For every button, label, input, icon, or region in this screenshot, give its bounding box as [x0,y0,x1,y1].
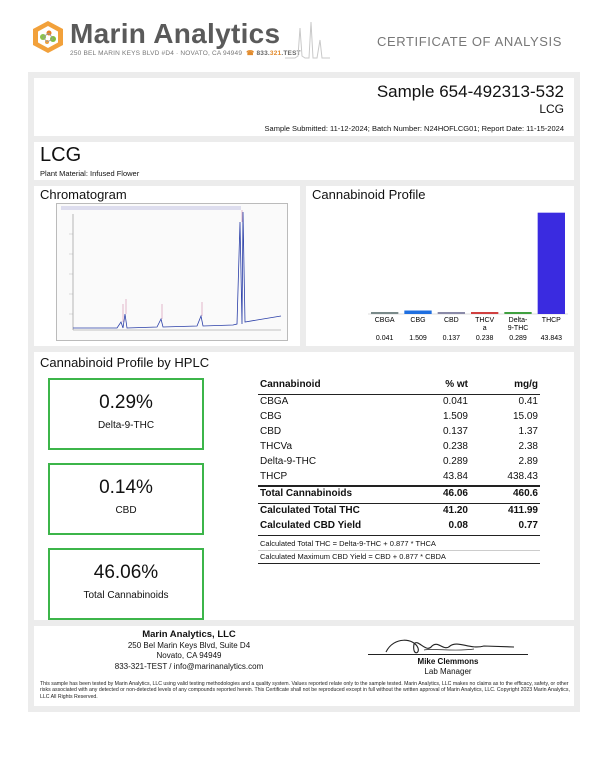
product-panel [34,142,574,180]
cbd-formula-note: Calculated Maximum CBD Yield = CBD + 0.877 * CBDA [258,551,540,564]
thc-formula-note: Calculated Total THC = Delta-9-THC + 0.877 * THCA [258,538,540,551]
card-value: 0.29% [99,392,153,413]
peaks-decoration-icon [285,20,330,60]
tick-label: CBD [443,317,459,324]
data-label: 43.843 [540,335,563,342]
card-label: Delta-9-THC [97,420,155,431]
table-row: Delta-9-THC 0.289 2.89 [260,456,538,467]
company-name: Marin Analytics, LLC [142,629,236,640]
bar-thcva [471,312,498,314]
tick-label: CBGA [374,317,395,324]
profile-title: Cannabinoid Profile [312,187,426,202]
table-row: CBD 0.137 1.37 [260,426,538,437]
sample-meta: Sample Submitted: 11-12-2024; Batch Number: N24HOFLCG01; Report Date: 11-15-2024 [264,124,564,133]
sample-panel [34,78,574,136]
card-value: 46.06% [93,562,159,583]
tick-label: THCV [475,317,495,324]
sample-id: Sample 654-492313-532 [376,82,564,101]
document-title: CERTIFICATE OF ANALYSIS [376,34,562,49]
bar-thcp [538,213,565,314]
brand-address: 250 BEL MARIN KEYS BLVD #D4 · NOVATO, CA 94949 ☎ 833.321.TEST [70,50,301,57]
calc-thc-row: Calculated Total THC 41.20 411.99 [258,503,540,519]
phone-icon: ☎ [246,50,255,57]
company-street: 250 Bel Marin Keys Blvd, Suite D4 [127,640,251,650]
bar-delta-9-thc [504,312,531,314]
tick-label: THCP [541,317,561,324]
data-label: 1.509 [409,335,427,342]
chromatogram-trace [57,204,287,340]
header [0,0,600,72]
card-label: Total Cannabinoids [83,590,169,601]
company-city: Novato, CA 94949 [156,651,222,660]
data-label: 0.238 [475,335,494,342]
cbd-card [48,463,204,535]
bar-cbg [404,311,431,314]
total-row: Total Cannabinoids 46.06 460.6 [258,485,540,503]
tick-label: Delta- [508,317,528,324]
table-row: CBG 1.509 15.09 [260,411,538,422]
data-label: 0.041 [375,335,394,342]
brand-phone: 833.321.TEST [256,50,301,57]
company-block [94,630,284,672]
thc-card [48,378,204,450]
profile-bar-chart [306,186,574,346]
disclaimer: This sample has been tested by Marin Analytics, LLC using valid testing methodologies and a quality system. Values reported relate only to the sample tested. Marin Analytics, LLC makes no claims as to the efficacy, safety, or other risks associated with any detected or non-detected levels of any compounds reported herein. This Certificate shall not be reproduced except in full without the written approval of Marin Analytics, LLC. Copyright 2023 Marin Analytics, LLC All Rights Reserved. [40,681,570,700]
signer-title: Lab Manager [424,666,472,676]
data-label: 0.137 [442,335,461,342]
table-row: CBGA 0.041 0.41 [260,396,538,407]
product-title: LCG [40,144,82,166]
chromatogram-panel [34,186,300,346]
card-label: CBD [115,505,137,516]
table-row: THCVa 0.238 2.38 [260,441,538,452]
chromatogram-title: Chromatogram [40,187,127,202]
chromatogram-image [56,203,288,341]
table-row: THCP 43.84 438.43 [260,471,538,482]
signer-block [368,657,528,676]
data-label: 0.289 [509,335,527,342]
signature-line [368,654,528,655]
signer-name: Mike Clemmons [417,657,479,666]
cannabinoid-table [258,378,540,564]
tick-label: a [482,325,487,332]
brand-name: Marin Analytics [70,18,281,49]
tick-label: 9-THC [507,325,529,332]
hplc-panel [34,352,574,620]
bar-cbga [371,312,398,314]
table-header: Cannabinoid % wt mg/g [258,378,540,395]
tick-label: CBG [410,317,426,324]
sample-name: LCG [539,102,564,116]
company-contact: 833-321-TEST / info@marinanalytics.com [114,661,264,671]
hplc-title: Cannabinoid Profile by HPLC [40,355,210,370]
bar-cbd [438,312,465,314]
total-cannabinoids-card [48,548,204,620]
marin-logo-icon [32,20,64,54]
calc-cbd-row: Calculated CBD Yield 0.08 0.77 [258,519,540,536]
plant-material: Plant Material: Infused Flower [40,169,140,178]
profile-panel [306,186,574,346]
card-value: 0.14% [99,477,153,498]
footer-panel [34,626,574,706]
